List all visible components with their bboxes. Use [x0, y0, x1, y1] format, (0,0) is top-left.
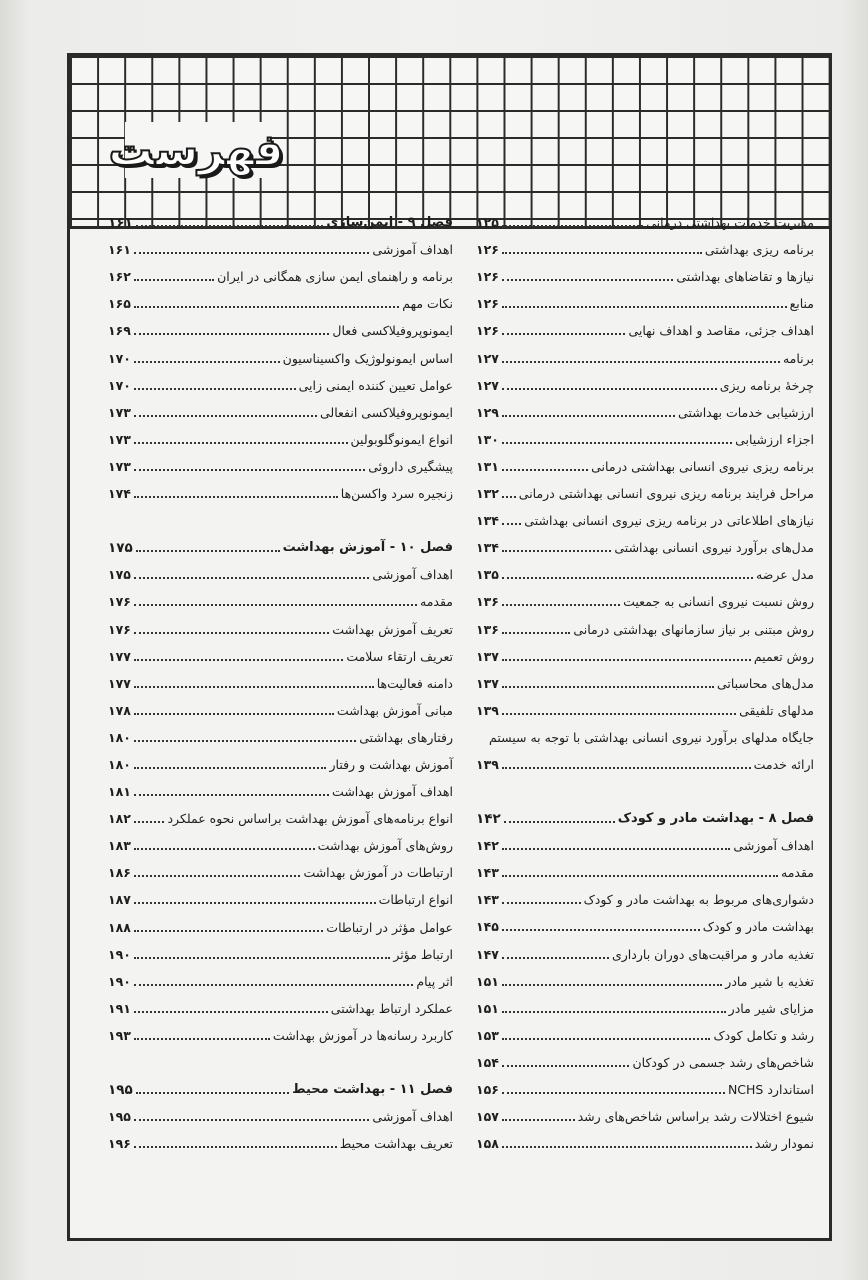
dot-leader — [502, 361, 780, 363]
toc-page-number: ۱۹۵ — [108, 1082, 133, 1099]
dot-leader — [502, 848, 731, 850]
dot-leader — [502, 659, 751, 661]
toc-entry-title: ارزشیابی خدمات بهداشتی — [678, 404, 814, 420]
toc-page-number: ۱۸۰ — [108, 729, 131, 745]
toc-entry[interactable] — [108, 692, 453, 719]
toc-entry[interactable] — [476, 583, 814, 610]
toc-entry-title: عملکرد ارتباط بهداشتی — [330, 1000, 453, 1016]
toc-column-left — [108, 204, 453, 1152]
toc-entry-title: مزایای شیر مادر — [728, 1000, 814, 1016]
dot-leader — [134, 1119, 370, 1121]
toc-entry[interactable] — [476, 854, 814, 881]
toc-entry[interactable] — [108, 990, 453, 1017]
toc-entry[interactable] — [476, 204, 814, 231]
toc-entry-title: اهداف آموزش بهداشت — [332, 784, 453, 800]
toc-entry-title: اهداف آموزشی — [372, 242, 453, 258]
toc-entry[interactable] — [108, 827, 453, 854]
dot-leader — [136, 225, 324, 227]
dot-leader — [134, 767, 327, 769]
toc-page-number: ۱۲۵ — [476, 215, 499, 231]
toc-page-number: ۱۹۰ — [108, 973, 131, 989]
toc-entry-title: تغذیه مادر و مراقبت‌های دوران بارداری — [611, 946, 814, 962]
toc-page-number: ۱۳۷ — [476, 675, 499, 691]
toc-page-number: ۱۵۷ — [476, 1109, 499, 1125]
toc-chapter-heading[interactable] — [108, 529, 453, 556]
dot-leader — [134, 577, 370, 579]
toc-page-number: ۱۳۷ — [476, 648, 499, 664]
toc-entry-title: فصل ۱۱ - بهداشت محیط — [292, 1082, 453, 1098]
toc-entry[interactable] — [476, 448, 814, 475]
toc-entry-title: روش مبتنی بر نیاز سازمانهای بهداشتی درمانی — [573, 621, 814, 637]
toc-page-number: ۱۶۵ — [108, 296, 131, 312]
toc-entry[interactable] — [108, 719, 453, 746]
toc-page-number: ۱۷۵ — [108, 540, 133, 557]
toc-page-number: ۱۸۱ — [108, 784, 131, 800]
dot-leader — [502, 1092, 725, 1094]
toc-page-number: ۱۳۱ — [476, 458, 499, 474]
toc-entry-title: فصل ۱۰ - آموزش بهداشت — [282, 540, 453, 556]
toc-entry[interactable] — [476, 638, 814, 665]
toc-page-number: ۱۷۷ — [108, 675, 131, 691]
toc-entry[interactable] — [108, 854, 453, 881]
toc-page-number: ۱۳۹ — [476, 756, 499, 772]
toc-entry[interactable] — [476, 610, 814, 637]
toc-entry-title: مبانی آموزش بهداشت — [336, 702, 453, 718]
toc-entry[interactable] — [476, 908, 814, 935]
dot-leader — [502, 632, 570, 634]
toc-entry-title: جایگاه مدلهای برآورد نیروی انسانی بهداشتی با توجه به سیستم — [489, 729, 814, 745]
toc-entry-title: اثر پیام — [416, 973, 453, 989]
toc-page-number: ۱۷۰ — [108, 350, 131, 366]
toc-page-number: ۱۷۶ — [108, 621, 131, 637]
toc-entry[interactable] — [108, 1125, 453, 1152]
toc-page-number: ۱۸۶ — [108, 865, 131, 881]
toc-entry-title: شیوع اختلالات رشد براساس شاخص‌های رشد — [577, 1109, 814, 1125]
toc-page-number: ۱۷۷ — [108, 648, 131, 664]
toc-entry-title: ایمونوپروفیلاکسی فعال — [332, 323, 453, 339]
toc-page-number: ۱۳۵ — [476, 567, 499, 583]
dot-leader — [134, 794, 329, 796]
toc-page-number: ۱۸۸ — [108, 919, 131, 935]
toc-entry-title: مدل‌های محاسباتی — [716, 675, 814, 691]
dot-leader — [502, 333, 626, 335]
toc-entry[interactable] — [476, 258, 814, 285]
toc-entry[interactable] — [108, 881, 453, 908]
toc-page-number: ۱۸۰ — [108, 756, 131, 772]
toc-entry-title: منابع — [789, 296, 814, 312]
dot-leader — [134, 306, 399, 308]
toc-entry-title: ارتباطات در آموزش بهداشت — [303, 865, 453, 881]
toc-entry[interactable] — [108, 312, 453, 339]
dot-leader — [502, 713, 736, 715]
toc-page-number: ۱۲۷ — [476, 377, 499, 393]
toc-entry[interactable] — [476, 339, 814, 366]
toc-page-number: ۱۲۶ — [476, 296, 499, 312]
toc-entry-title: زنجیره سرد واکسن‌ها — [340, 486, 453, 502]
dot-leader — [134, 279, 214, 281]
dot-leader — [502, 1011, 726, 1013]
toc-page-number: ۱۴۲ — [476, 811, 501, 828]
toc-page-number: ۱۶۱ — [108, 242, 131, 258]
toc-entry[interactable] — [108, 665, 453, 692]
toc-page-number: ۱۵۱ — [476, 1000, 499, 1016]
dot-leader — [502, 1146, 752, 1148]
toc-page-number: ۱۹۱ — [108, 1000, 131, 1016]
toc-entry-title: روش‌های آموزش بهداشت — [317, 838, 453, 854]
dot-leader — [134, 930, 323, 932]
dot-leader — [502, 604, 620, 606]
section-spacer — [108, 502, 453, 529]
toc-page-number: ۱۷۵ — [108, 567, 131, 583]
toc-entry[interactable] — [476, 935, 814, 962]
dot-leader — [502, 929, 700, 931]
dot-leader — [134, 902, 376, 904]
toc-page-number: ۱۷۰ — [108, 377, 131, 393]
dot-leader — [502, 388, 717, 390]
dot-leader — [502, 902, 581, 904]
toc-entry-title: نیازهای اطلاعاتی در برنامه ریزی نیروی انسانی بهداشتی — [524, 513, 814, 529]
toc-entry-title: مدیریت خدمات بهداشتی درمانی — [646, 215, 814, 231]
dot-leader — [504, 821, 615, 823]
dot-leader — [502, 577, 753, 579]
toc-chapter-heading[interactable] — [108, 204, 453, 231]
toc-entry-title: مدل‌های برآورد نیروی انسانی بهداشتی — [614, 540, 814, 556]
toc-entry-title: رفتارهای بهداشتی — [359, 729, 453, 745]
toc-entry[interactable] — [108, 367, 453, 394]
toc-entry-title: تعریف آموزش بهداشت — [332, 621, 453, 637]
toc-entry[interactable] — [108, 394, 453, 421]
toc-entry[interactable] — [476, 1071, 814, 1098]
dot-leader — [502, 686, 714, 688]
toc-entry-title: دشواری‌های مربوط به بهداشت مادر و کودک — [583, 892, 814, 908]
dot-leader — [502, 1119, 575, 1121]
toc-chapter-heading[interactable] — [476, 800, 814, 827]
dot-leader — [134, 1146, 337, 1148]
toc-entry-title: عوامل تعیین کننده ایمنی زایی — [298, 377, 453, 393]
toc-entry[interactable] — [108, 773, 453, 800]
toc-entry[interactable] — [108, 963, 453, 990]
dot-leader — [134, 1038, 270, 1040]
toc-entry-title: شاخص‌های رشد جسمی در کودکان — [632, 1054, 814, 1070]
dot-leader — [502, 252, 702, 254]
dot-leader — [502, 279, 673, 281]
toc-entry[interactable] — [476, 502, 814, 529]
dot-leader — [134, 848, 315, 850]
toc-entry-title: ایمونوپروفیلاکسی انفعالی — [319, 404, 453, 420]
toc-entry[interactable] — [476, 231, 814, 258]
toc-page-number: ۱۲۶ — [476, 323, 499, 339]
dot-leader — [134, 604, 417, 606]
toc-entry-title: ارائه خدمت — [753, 756, 814, 772]
dot-leader — [134, 957, 390, 959]
dot-leader — [502, 442, 732, 444]
toc-entry[interactable] — [108, 1098, 453, 1125]
toc-entry-title: کاربرد رسانه‌ها در آموزش بهداشت — [272, 1027, 453, 1043]
toc-entry-title: پیشگیری داروئی — [368, 458, 453, 474]
toc-page-number: ۱۹۵ — [108, 1109, 131, 1125]
toc-entry[interactable] — [476, 719, 814, 746]
toc-page-number: ۱۴۵ — [476, 919, 499, 935]
toc-entry-title: استاندارد NCHS — [727, 1082, 814, 1097]
toc-entry-title: روش نسبت نیروی انسانی به جمعیت — [623, 594, 814, 610]
toc-entry-title: مقدمه — [781, 865, 814, 881]
toc-entry-title: انواع ارتباطات — [378, 892, 453, 908]
dot-leader — [502, 496, 516, 498]
toc-entry[interactable] — [476, 665, 814, 692]
toc-entry[interactable] — [476, 990, 814, 1017]
toc-entry[interactable] — [108, 583, 453, 610]
toc-entry[interactable] — [476, 827, 814, 854]
toc-page-number: ۱۲۶ — [476, 269, 499, 285]
toc-entry-title: برنامه ریزی بهداشتی — [704, 242, 814, 258]
section-spacer — [476, 773, 814, 800]
dot-leader — [134, 740, 356, 742]
dot-leader — [134, 415, 317, 417]
toc-page-number: ۱۳۴ — [476, 513, 499, 529]
toc-entry-title: فصل ۸ - بهداشت مادر و کودک — [617, 811, 814, 827]
toc-page-number: ۱۴۷ — [476, 946, 499, 962]
toc-entry[interactable] — [476, 529, 814, 556]
toc-page-number: ۱۷۳ — [108, 404, 131, 420]
toc-page-number: ۱۳۶ — [476, 621, 499, 637]
toc-entry-title: اهداف جزئی، مقاصد و اهداف نهایی — [628, 323, 814, 339]
toc-entry-title: مراحل فرایند برنامه ریزی نیروی انسانی بهداشتی درمانی — [518, 486, 814, 502]
toc-entry-title: انواع برنامه‌های آموزش بهداشت براساس نحوه عملکرد — [167, 811, 453, 827]
toc-entry[interactable] — [476, 1017, 814, 1044]
dot-leader — [134, 496, 338, 498]
toc-entry[interactable] — [476, 556, 814, 583]
dot-leader — [136, 550, 280, 552]
toc-entry-title: ارتباط مؤثر — [393, 946, 453, 962]
toc-entry[interactable] — [476, 421, 814, 448]
toc-entry-title: اهداف آموزشی — [372, 1109, 453, 1125]
toc-entry-title: اهداف آموزشی — [372, 567, 453, 583]
toc-entry[interactable] — [108, 421, 453, 448]
toc-page-number: ۱۹۰ — [108, 946, 131, 962]
toc-entry[interactable] — [108, 448, 453, 475]
toc-page-number: ۱۸۷ — [108, 892, 131, 908]
toc-page-number: ۱۳۰ — [476, 431, 499, 447]
toc-entry[interactable] — [476, 692, 814, 719]
toc-entry[interactable] — [476, 312, 814, 339]
toc-entry[interactable] — [476, 746, 814, 773]
toc-entry-title: نکات مهم — [402, 296, 453, 312]
toc-page-number: ۱۷۸ — [108, 702, 131, 718]
dot-leader — [134, 388, 296, 390]
toc-entry[interactable] — [108, 610, 453, 637]
toc-page-number: ۱۲۶ — [476, 242, 499, 258]
toc-entry-title: مقدمه — [420, 594, 453, 610]
toc-entry-title: رشد و تکامل کودک — [713, 1027, 814, 1043]
dot-leader — [134, 659, 343, 661]
toc-entry-title: برنامه و راهنمای ایمن سازی همگانی در ایران — [217, 269, 453, 285]
toc-entry[interactable] — [476, 475, 814, 502]
toc-page-number: ۱۳۹ — [476, 702, 499, 718]
toc-page-number: ۱۲۷ — [476, 350, 499, 366]
dot-leader — [134, 469, 365, 471]
toc-entry-title: نمودار رشد — [754, 1136, 814, 1152]
dot-leader — [134, 333, 330, 335]
toc-page-number: ۱۴۳ — [476, 892, 499, 908]
toc-entry[interactable] — [108, 475, 453, 502]
toc-page-number: ۱۹۶ — [108, 1136, 131, 1152]
toc-entry-title: انواع ایمونوگلوبولین — [350, 431, 453, 447]
dot-leader — [502, 523, 521, 525]
toc-page-number: ۱۳۲ — [476, 486, 499, 502]
toc-entry[interactable] — [108, 638, 453, 665]
toc-entry-title: برنامه — [782, 350, 814, 366]
toc-entry-title: اساس ایمونولوژیک واکسیناسیون — [282, 350, 453, 366]
toc-column-right — [476, 204, 814, 1152]
dot-leader — [502, 875, 778, 877]
toc-entry-title: دامنه فعالیت‌ها — [376, 675, 453, 691]
dot-leader — [136, 1092, 289, 1094]
toc-entry-title: بهداشت مادر و کودک — [702, 919, 814, 935]
toc-chapter-heading[interactable] — [108, 1071, 453, 1098]
dot-leader — [134, 686, 374, 688]
toc-entry[interactable] — [108, 746, 453, 773]
dot-leader — [502, 767, 751, 769]
toc-entry-title: فصل ۹ - ایمن‌سازی — [326, 215, 453, 231]
dot-leader — [502, 415, 675, 417]
toc-page-number: ۱۲۹ — [476, 404, 499, 420]
toc-entry[interactable] — [108, 936, 453, 963]
page-title: فهرست — [125, 122, 267, 178]
toc-entry-title: اهداف آموزشی — [733, 838, 814, 854]
dot-leader — [502, 984, 722, 986]
toc-page-number: ۱۷۶ — [108, 594, 131, 610]
toc-page-number: ۱۶۲ — [108, 269, 131, 285]
toc-page-number: ۱۵۴ — [476, 1054, 499, 1070]
toc-entry[interactable] — [476, 367, 814, 394]
toc-page-number: ۱۴۳ — [476, 865, 499, 881]
toc-page-number: ۱۳۴ — [476, 540, 499, 556]
toc-entry[interactable] — [108, 908, 453, 935]
toc-entry-title: مدل عرضه — [756, 567, 814, 583]
dot-leader — [134, 984, 413, 986]
toc-entry[interactable] — [108, 556, 453, 583]
toc-page-number: ۱۶۱ — [108, 215, 133, 232]
dot-leader — [134, 361, 280, 363]
dot-leader — [502, 1038, 711, 1040]
section-spacer — [108, 1044, 453, 1071]
toc-page-number: ۱۵۳ — [476, 1027, 499, 1043]
toc-page-number: ۱۵۶ — [476, 1082, 499, 1097]
toc-page-number: ۱۵۸ — [476, 1136, 499, 1152]
toc-entry[interactable] — [476, 1044, 814, 1071]
toc-entry-title: عوامل مؤثر در ارتباطات — [326, 919, 453, 935]
toc-page-number: ۱۹۳ — [108, 1027, 131, 1043]
toc-entry[interactable] — [108, 339, 453, 366]
dot-leader — [502, 306, 787, 308]
dot-leader — [134, 875, 301, 877]
toc-entry-title: تعریف ارتقاء سلامت — [346, 648, 453, 664]
toc-page-number: ۱۷۳ — [108, 431, 131, 447]
dot-leader — [134, 442, 348, 444]
dot-leader — [134, 1011, 328, 1013]
toc-entry-title: مدلهای تلفیقی — [739, 702, 814, 718]
dot-leader — [134, 713, 334, 715]
dot-leader — [134, 632, 329, 634]
toc-entry[interactable] — [108, 285, 453, 312]
dot-leader — [502, 469, 588, 471]
toc-entry[interactable] — [476, 1125, 814, 1152]
toc-entry[interactable] — [476, 881, 814, 908]
toc-entry[interactable] — [108, 231, 453, 258]
toc-entry[interactable] — [108, 800, 453, 827]
toc-page-number: ۱۶۹ — [108, 323, 131, 339]
dot-leader — [502, 550, 611, 552]
toc-entry-title: آموزش بهداشت و رفتار — [329, 756, 453, 772]
dot-leader — [502, 957, 609, 959]
toc-page-number: ۱۴۲ — [476, 838, 499, 854]
toc-entry-title: تعریف بهداشت محیط — [339, 1136, 453, 1152]
dot-leader — [502, 225, 643, 227]
toc-entry[interactable] — [476, 963, 814, 990]
toc-entry[interactable] — [108, 258, 453, 285]
toc-page-number: ۱۵۱ — [476, 973, 499, 989]
toc-entry[interactable] — [476, 1098, 814, 1125]
toc-entry[interactable] — [108, 1017, 453, 1044]
toc-entry-title: چرخهٔ برنامه ریزی — [719, 377, 814, 393]
toc-entry-title: نیازها و تقاضاهای بهداشتی — [676, 269, 814, 285]
toc-entry-title: روش تعمیم — [753, 648, 814, 664]
dot-leader — [134, 821, 165, 823]
toc-page-number: ۱۳۶ — [476, 594, 499, 610]
toc-entry-title: اجزاء ارزشیابی — [735, 431, 814, 447]
toc-page-number: ۱۸۳ — [108, 838, 131, 854]
toc-page-number: ۱۷۴ — [108, 486, 131, 502]
toc-entry-title: تغذیه با شیر مادر — [725, 973, 814, 989]
toc-page-number: ۱۸۲ — [108, 811, 131, 827]
toc-entry[interactable] — [476, 394, 814, 421]
toc-page-number: ۱۷۳ — [108, 458, 131, 474]
dot-leader — [134, 252, 370, 254]
dot-leader — [502, 1065, 630, 1067]
toc-entry-title: برنامه ریزی نیروی انسانی بهداشتی درمانی — [591, 458, 814, 474]
toc-entry[interactable] — [476, 285, 814, 312]
